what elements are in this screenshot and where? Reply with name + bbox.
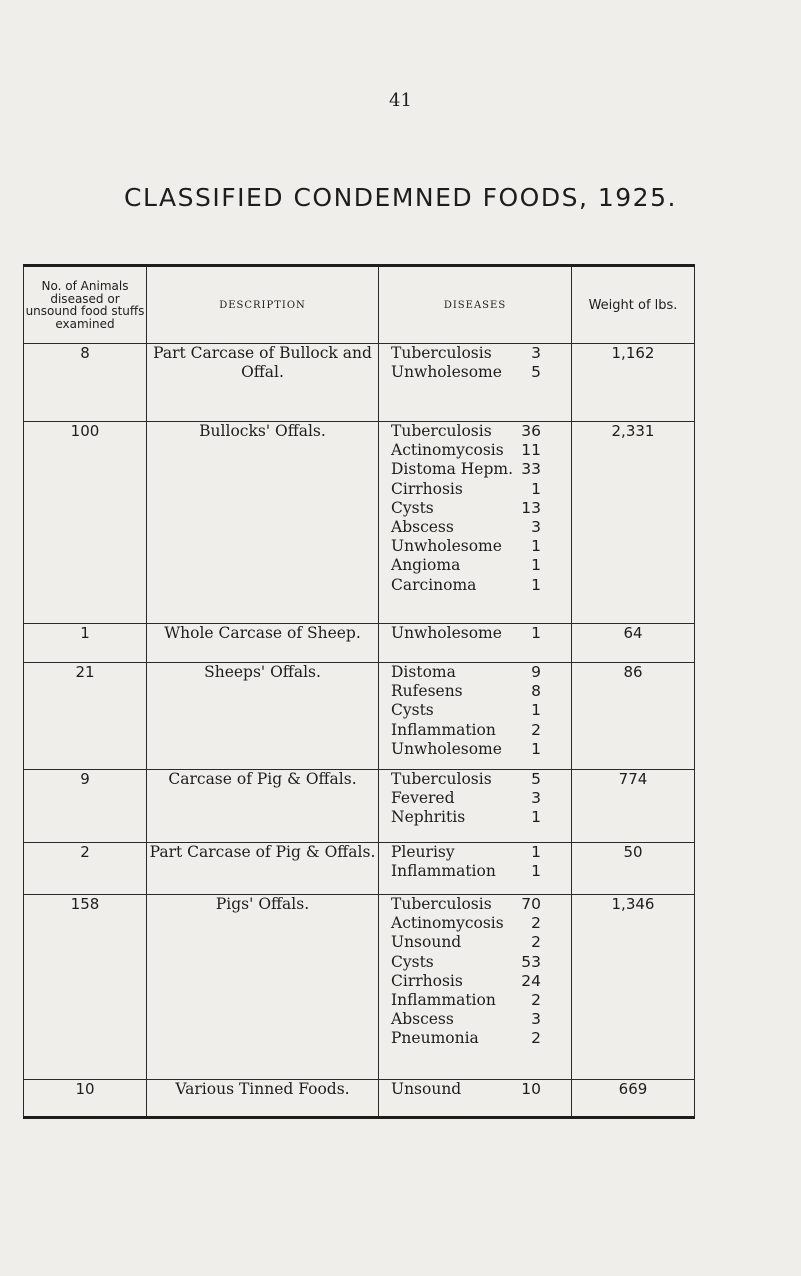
disease-count: 2 bbox=[531, 720, 541, 739]
disease-count: 36 bbox=[521, 422, 541, 440]
disease-name: Unwholesome bbox=[391, 624, 502, 642]
disease-name: Angioma bbox=[391, 556, 461, 575]
disease-entry bbox=[379, 914, 571, 933]
disease-entry bbox=[379, 895, 571, 914]
disease-name: Actinomycosis bbox=[391, 914, 504, 933]
disease-name: Tuberculosis bbox=[391, 422, 492, 440]
disease-count: 1 bbox=[531, 739, 541, 758]
table-header-row bbox=[24, 266, 695, 344]
disease-name: Inflammation bbox=[391, 720, 496, 739]
disease-count: 1 bbox=[531, 537, 541, 556]
disease-entry bbox=[379, 1029, 571, 1048]
disease-count: 9 bbox=[531, 663, 541, 681]
disease-name: Unwholesome bbox=[391, 363, 502, 382]
disease-name: Inflammation bbox=[391, 991, 496, 1010]
disease-entry bbox=[379, 972, 571, 991]
condemned-foods-table bbox=[23, 264, 695, 1119]
disease-entry bbox=[379, 576, 571, 595]
disease-entry bbox=[379, 843, 571, 862]
disease-entry bbox=[379, 1080, 571, 1099]
row-weight: 669 bbox=[572, 1080, 695, 1118]
row-count: 9 bbox=[24, 770, 147, 843]
disease-count: 8 bbox=[531, 682, 541, 701]
disease-entry bbox=[379, 933, 571, 952]
disease-name: Tuberculosis bbox=[391, 344, 492, 362]
disease-entry bbox=[379, 770, 571, 789]
table-row bbox=[24, 1080, 695, 1118]
row-weight: 1,162 bbox=[572, 344, 695, 422]
disease-entry bbox=[379, 499, 571, 518]
disease-count: 1 bbox=[531, 479, 541, 498]
disease-count: 3 bbox=[531, 1010, 541, 1029]
disease-name: Inflammation bbox=[391, 862, 496, 881]
disease-count: 13 bbox=[521, 498, 541, 517]
row-diseases bbox=[379, 895, 572, 1080]
disease-count: 1 bbox=[531, 862, 541, 881]
disease-entry bbox=[379, 991, 571, 1010]
row-weight: 50 bbox=[572, 843, 695, 895]
disease-name: Cysts bbox=[391, 498, 434, 517]
row-weight: 86 bbox=[572, 663, 695, 770]
header-count: No. of Animals diseased or unsound food stuffs examined bbox=[24, 266, 147, 344]
disease-entry bbox=[379, 518, 571, 537]
disease-entry bbox=[379, 363, 571, 382]
disease-name: Unsound bbox=[391, 933, 462, 952]
disease-entry bbox=[379, 663, 571, 682]
disease-name: Cirrhosis bbox=[391, 479, 463, 498]
header-weight: Weight of lbs. bbox=[572, 266, 695, 344]
disease-entry bbox=[379, 789, 571, 808]
disease-count: 3 bbox=[531, 789, 541, 808]
disease-name: Cysts bbox=[391, 952, 434, 971]
disease-count: 1 bbox=[531, 843, 541, 861]
disease-name: Tuberculosis bbox=[391, 770, 492, 788]
row-count: 158 bbox=[24, 895, 147, 1080]
disease-count: 3 bbox=[531, 518, 541, 537]
row-count: 10 bbox=[24, 1080, 147, 1118]
disease-name: Fevered bbox=[391, 789, 455, 808]
disease-count: 2 bbox=[531, 1029, 541, 1048]
table-body bbox=[24, 344, 695, 1118]
page-title: CLASSIFIED CONDEMNED FOODS, 1925. bbox=[124, 183, 677, 212]
row-diseases bbox=[379, 843, 572, 895]
row-description: Pigs' Offals. bbox=[147, 895, 379, 1080]
row-diseases bbox=[379, 1080, 572, 1118]
disease-count: 53 bbox=[521, 952, 541, 971]
disease-entry bbox=[379, 862, 571, 881]
disease-name: Cysts bbox=[391, 701, 434, 720]
disease-name: Unwholesome bbox=[391, 537, 502, 556]
disease-count: 1 bbox=[531, 624, 541, 642]
disease-entry bbox=[379, 1010, 571, 1029]
disease-entry bbox=[379, 624, 571, 643]
row-weight: 774 bbox=[572, 770, 695, 843]
disease-count: 11 bbox=[521, 441, 541, 460]
disease-name: Cirrhosis bbox=[391, 971, 463, 990]
table-row bbox=[24, 344, 695, 422]
table-row bbox=[24, 843, 695, 895]
disease-count: 10 bbox=[521, 1080, 541, 1098]
disease-name: Nephritis bbox=[391, 808, 466, 827]
disease-name: Rufesens bbox=[391, 682, 463, 701]
disease-count: 2 bbox=[531, 991, 541, 1010]
disease-count: 3 bbox=[531, 344, 541, 362]
row-count: 100 bbox=[24, 422, 147, 624]
disease-name: Pneumonia bbox=[391, 1029, 479, 1048]
disease-count: 1 bbox=[531, 701, 541, 720]
disease-entry bbox=[379, 460, 571, 479]
row-diseases bbox=[379, 770, 572, 843]
disease-count: 2 bbox=[531, 933, 541, 952]
row-description: Part Carcase of Bullock and Offal. bbox=[147, 344, 379, 422]
disease-entry bbox=[379, 682, 571, 701]
table-row bbox=[24, 663, 695, 770]
row-diseases bbox=[379, 663, 572, 770]
row-count: 1 bbox=[24, 624, 147, 663]
disease-entry bbox=[379, 556, 571, 575]
disease-entry bbox=[379, 701, 571, 720]
disease-count: 2 bbox=[531, 914, 541, 933]
disease-entry bbox=[379, 537, 571, 556]
disease-name: Pleurisy bbox=[391, 843, 455, 861]
row-description: Part Carcase of Pig & Offals. bbox=[147, 843, 379, 895]
row-count: 21 bbox=[24, 663, 147, 770]
disease-count: 1 bbox=[531, 575, 541, 594]
table-row bbox=[24, 895, 695, 1080]
disease-count: 1 bbox=[531, 808, 541, 827]
table-row bbox=[24, 624, 695, 663]
row-description: Carcase of Pig & Offals. bbox=[147, 770, 379, 843]
disease-name: Unsound bbox=[391, 1080, 462, 1098]
disease-name: Abscess bbox=[391, 1010, 454, 1029]
disease-name: Distoma Hepm. bbox=[391, 460, 514, 479]
disease-name: Unwholesome bbox=[391, 739, 502, 758]
disease-count: 70 bbox=[521, 895, 541, 913]
row-description: Sheeps' Offals. bbox=[147, 663, 379, 770]
row-weight: 64 bbox=[572, 624, 695, 663]
disease-entry bbox=[379, 344, 571, 363]
disease-name: Abscess bbox=[391, 518, 454, 537]
disease-name: Tuberculosis bbox=[391, 895, 492, 913]
disease-entry bbox=[379, 721, 571, 740]
table-row bbox=[24, 770, 695, 843]
disease-name: Distoma bbox=[391, 663, 456, 681]
disease-entry bbox=[379, 441, 571, 460]
disease-count: 5 bbox=[531, 770, 541, 788]
row-description: Bullocks' Offals. bbox=[147, 422, 379, 624]
disease-count: 33 bbox=[521, 460, 541, 479]
disease-name: Actinomycosis bbox=[391, 441, 504, 460]
row-diseases bbox=[379, 624, 572, 663]
row-description: Various Tinned Foods. bbox=[147, 1080, 379, 1118]
disease-name: Carcinoma bbox=[391, 575, 477, 594]
disease-entry bbox=[379, 808, 571, 827]
row-diseases bbox=[379, 344, 572, 422]
row-description: Whole Carcase of Sheep. bbox=[147, 624, 379, 663]
disease-count: 24 bbox=[521, 971, 541, 990]
row-count: 8 bbox=[24, 344, 147, 422]
row-diseases bbox=[379, 422, 572, 624]
header-diseases: DISEASES bbox=[379, 266, 572, 344]
disease-entry bbox=[379, 740, 571, 759]
row-weight: 1,346 bbox=[572, 895, 695, 1080]
disease-entry bbox=[379, 422, 571, 441]
row-count: 2 bbox=[24, 843, 147, 895]
disease-entry bbox=[379, 480, 571, 499]
header-description: DESCRIPTION bbox=[147, 266, 379, 344]
disease-entry bbox=[379, 953, 571, 972]
disease-count: 5 bbox=[531, 363, 541, 382]
table-row bbox=[24, 422, 695, 624]
disease-count: 1 bbox=[531, 556, 541, 575]
page-number: 41 bbox=[389, 90, 412, 111]
row-weight: 2,331 bbox=[572, 422, 695, 624]
